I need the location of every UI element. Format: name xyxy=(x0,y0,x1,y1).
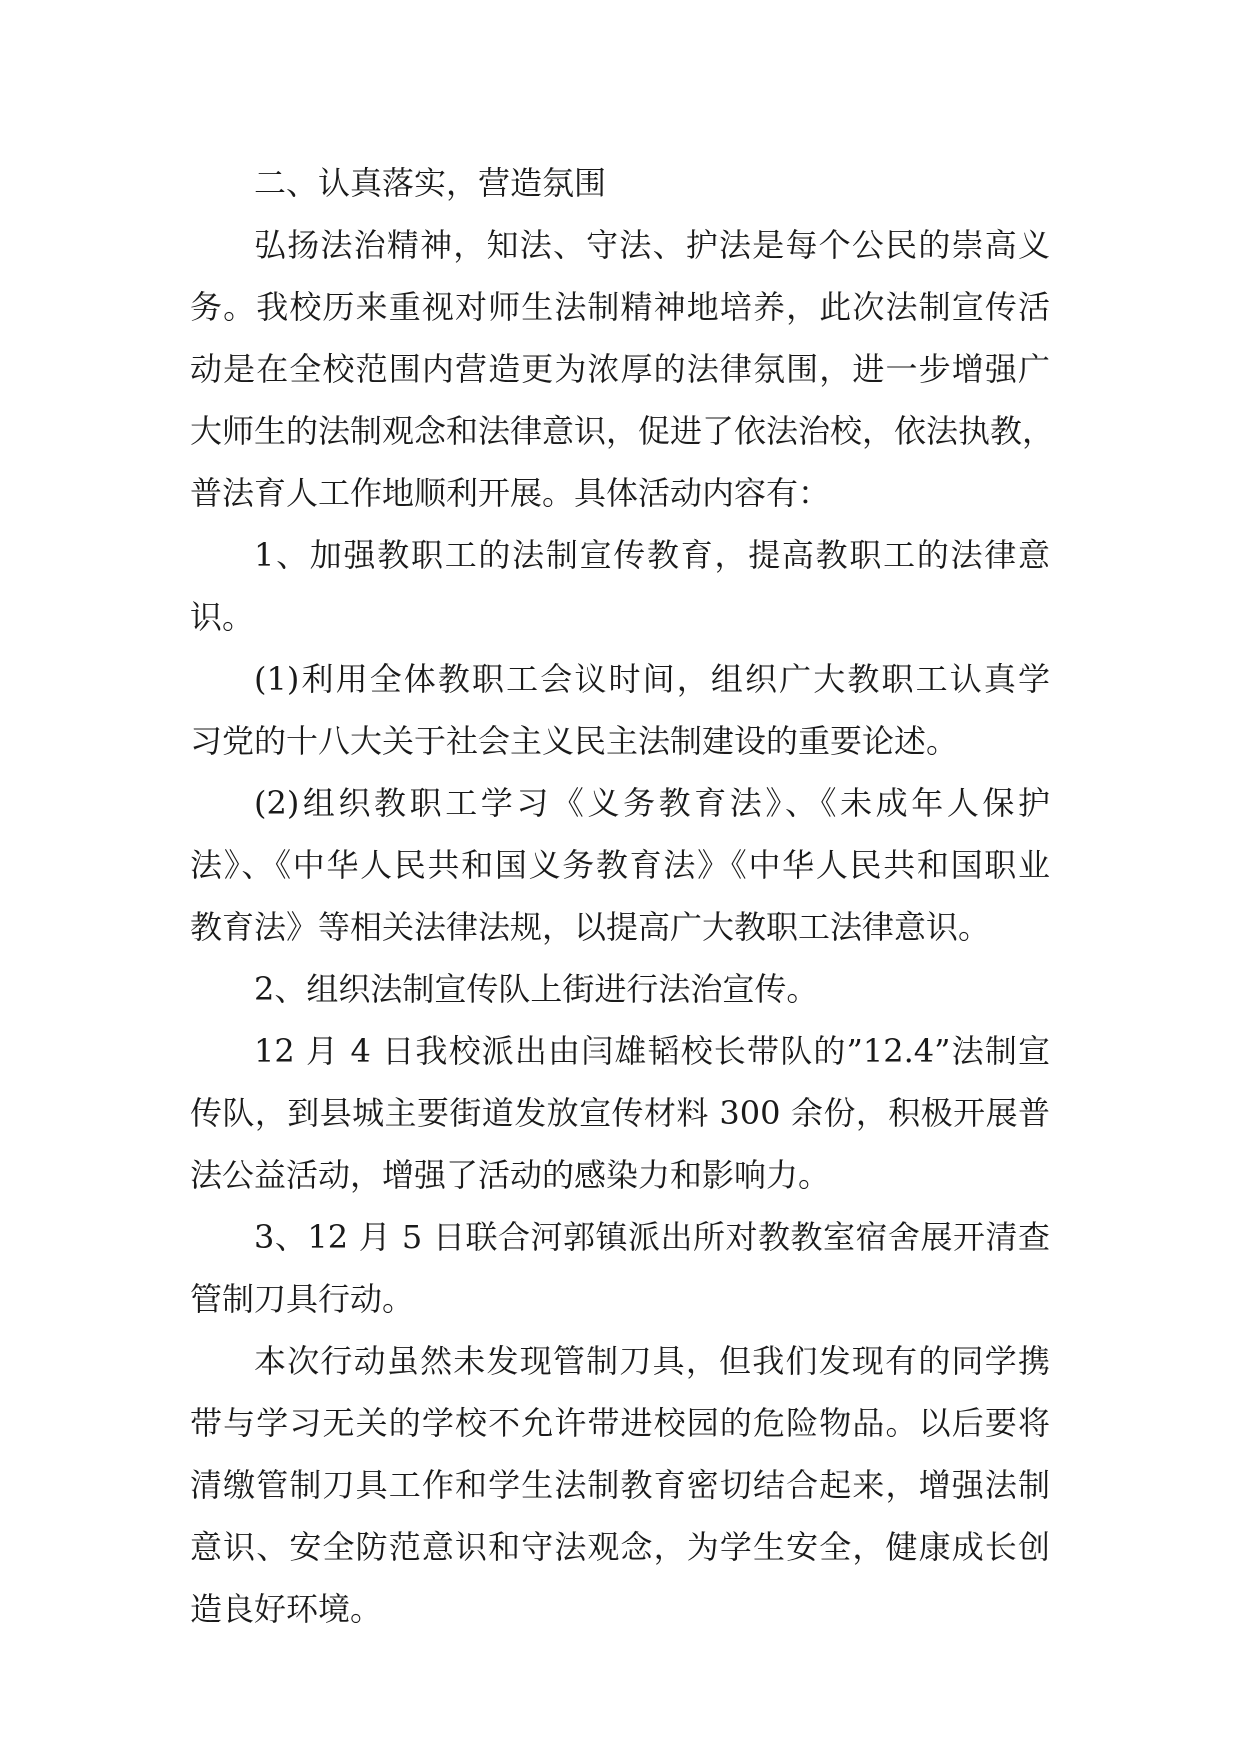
text-line: 12 月 4 日我校派出由闫雄韬校长带队的”12.4”法制宣 xyxy=(254,1032,1050,1070)
text-line: 习党的十八大关于社会主义民主法制建设的重要论述。 xyxy=(190,722,959,760)
text-line: 造良好环境。 xyxy=(190,1590,383,1628)
text-line: 2、组织法制宣传队上街进行法治宣传。 xyxy=(254,970,819,1008)
text-line: 大师生的法制观念和法律意识，促进了依法治校，依法执教， xyxy=(190,412,1055,450)
text-line: 动是在全校范围内营造更为浓厚的法律氛围，进一步增强广 xyxy=(190,350,1050,388)
text-line: 二、认真落实，营造氛围 xyxy=(254,164,607,202)
text-line: 清缴管制刀具工作和学生法制教育密切结合起来，增强法制 xyxy=(190,1466,1050,1504)
text-line: 弘扬法治精神，知法、守法、护法是每个公民的崇高义 xyxy=(254,226,1050,264)
text-line: 务。我校历来重视对师生法制精神地培养，此次法制宣传活 xyxy=(190,288,1050,326)
text-line: 管制刀具行动。 xyxy=(190,1280,415,1318)
text-line: 带与学习无关的学校不允许带进校园的危险物品。以后要将 xyxy=(190,1404,1050,1442)
text-line: 3、12 月 5 日联合河郭镇派出所对教教室宿舍展开清查 xyxy=(254,1218,1050,1256)
text-line: 教育法》等相关法律法规，以提高广大教职工法律意识。 xyxy=(190,908,991,946)
text-line: 传队，到县城主要街道发放宣传材料 300 余份，积极开展普 xyxy=(190,1094,1050,1132)
text-line: 法》、《中华人民共和国义务教育法》《中华人民共和国职业 xyxy=(190,846,1050,884)
text-line: 识。 xyxy=(190,598,255,636)
text-line: (2)组织教职工学习《义务教育法》、《未成年人保护 xyxy=(254,784,1050,822)
text-line: 意识、安全防范意识和守法观念，为学生安全，健康成长创 xyxy=(190,1528,1050,1566)
document-body xyxy=(190,152,1055,1640)
text-line: 法公益活动，增强了活动的感染力和影响力。 xyxy=(190,1156,831,1194)
text-line: 本次行动虽然未发现管制刀具，但我们发现有的同学携 xyxy=(254,1342,1050,1380)
text-line: 普法育人工作地顺利开展。具体活动内容有： xyxy=(190,474,831,512)
text-line: (1)利用全体教职工会议时间，组织广大教职工认真学 xyxy=(254,660,1050,698)
text-line: 1、加强教职工的法制宣传教育，提高教职工的法律意 xyxy=(254,536,1050,574)
